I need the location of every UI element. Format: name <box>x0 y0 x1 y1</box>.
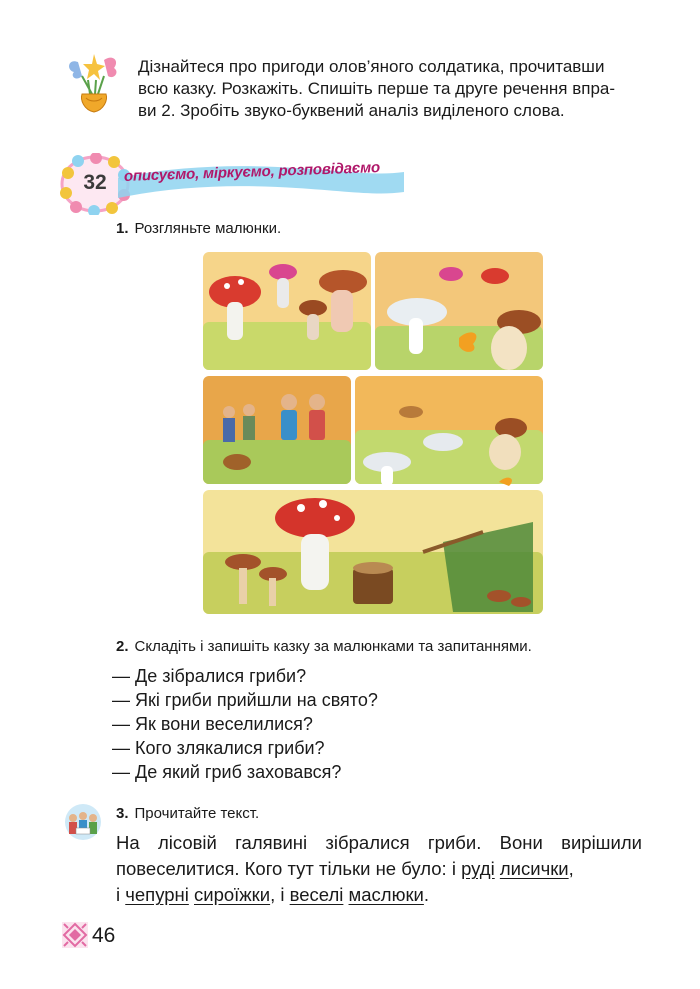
mushroom-story-illustration <box>203 252 543 614</box>
task-number: 2. <box>116 638 129 655</box>
list-item: — Де зібралися гриби? <box>112 666 307 686</box>
reading-separator: і <box>116 884 126 905</box>
task-2 <box>116 637 532 657</box>
children-reading-icon <box>62 802 104 842</box>
task-text: Розгляньте малюнки. <box>134 220 282 237</box>
reading-text <box>116 830 642 908</box>
highlighted-word: чепурні <box>125 884 189 905</box>
list-item: — Кого злякалися гриби? <box>112 738 325 758</box>
page-number: 46 <box>92 924 116 947</box>
lesson-title: описуємо, міркуємо, розповідаємо <box>123 159 381 185</box>
list-item: — Як вони веселилися? <box>112 714 313 734</box>
highlighted-word: сироїжки <box>194 884 271 905</box>
highlighted-word: лисички <box>499 858 569 879</box>
intro-line: Дізнайтеся про пригоди олов’яного солдатика, прочитавши <box>138 57 605 76</box>
task-text: Складіть і запишіть казку за малюнками та запитаннями. <box>134 638 532 655</box>
intro-line: ви 2. Зробіть звуко-буквений аналіз виділеного слова. <box>138 101 565 120</box>
question-list <box>112 664 632 784</box>
highlighted-word: веселі <box>289 884 344 905</box>
lesson-number: 32 <box>83 171 107 194</box>
task-text: Прочитайте текст. <box>134 805 260 822</box>
highlighted-word: маслюки <box>348 884 424 905</box>
highlighted-word: руді <box>461 858 495 879</box>
task-1 <box>116 219 281 239</box>
intro-line: всю казку. Розкажіть. Спишіть перше та друге речення впра- <box>138 79 616 98</box>
list-item: — Де який гриб заховався? <box>112 762 342 782</box>
intro-instructions <box>138 56 658 122</box>
reading-sentence: На лісовій галявині зібралися гриби. Вони вирішили повеселитися. Кого тут тільки не було: і <box>116 832 642 879</box>
reading-separator: , <box>568 858 574 879</box>
flower-vase-icon <box>64 50 124 116</box>
task-3 <box>116 804 259 824</box>
task-number: 3. <box>116 805 129 822</box>
reading-separator: . <box>423 884 430 905</box>
reading-separator: , і <box>270 884 290 905</box>
embroidery-ornament-icon <box>62 922 88 948</box>
task-number: 1. <box>116 220 129 237</box>
list-item: — Які гриби прийшли на свято? <box>112 690 378 710</box>
